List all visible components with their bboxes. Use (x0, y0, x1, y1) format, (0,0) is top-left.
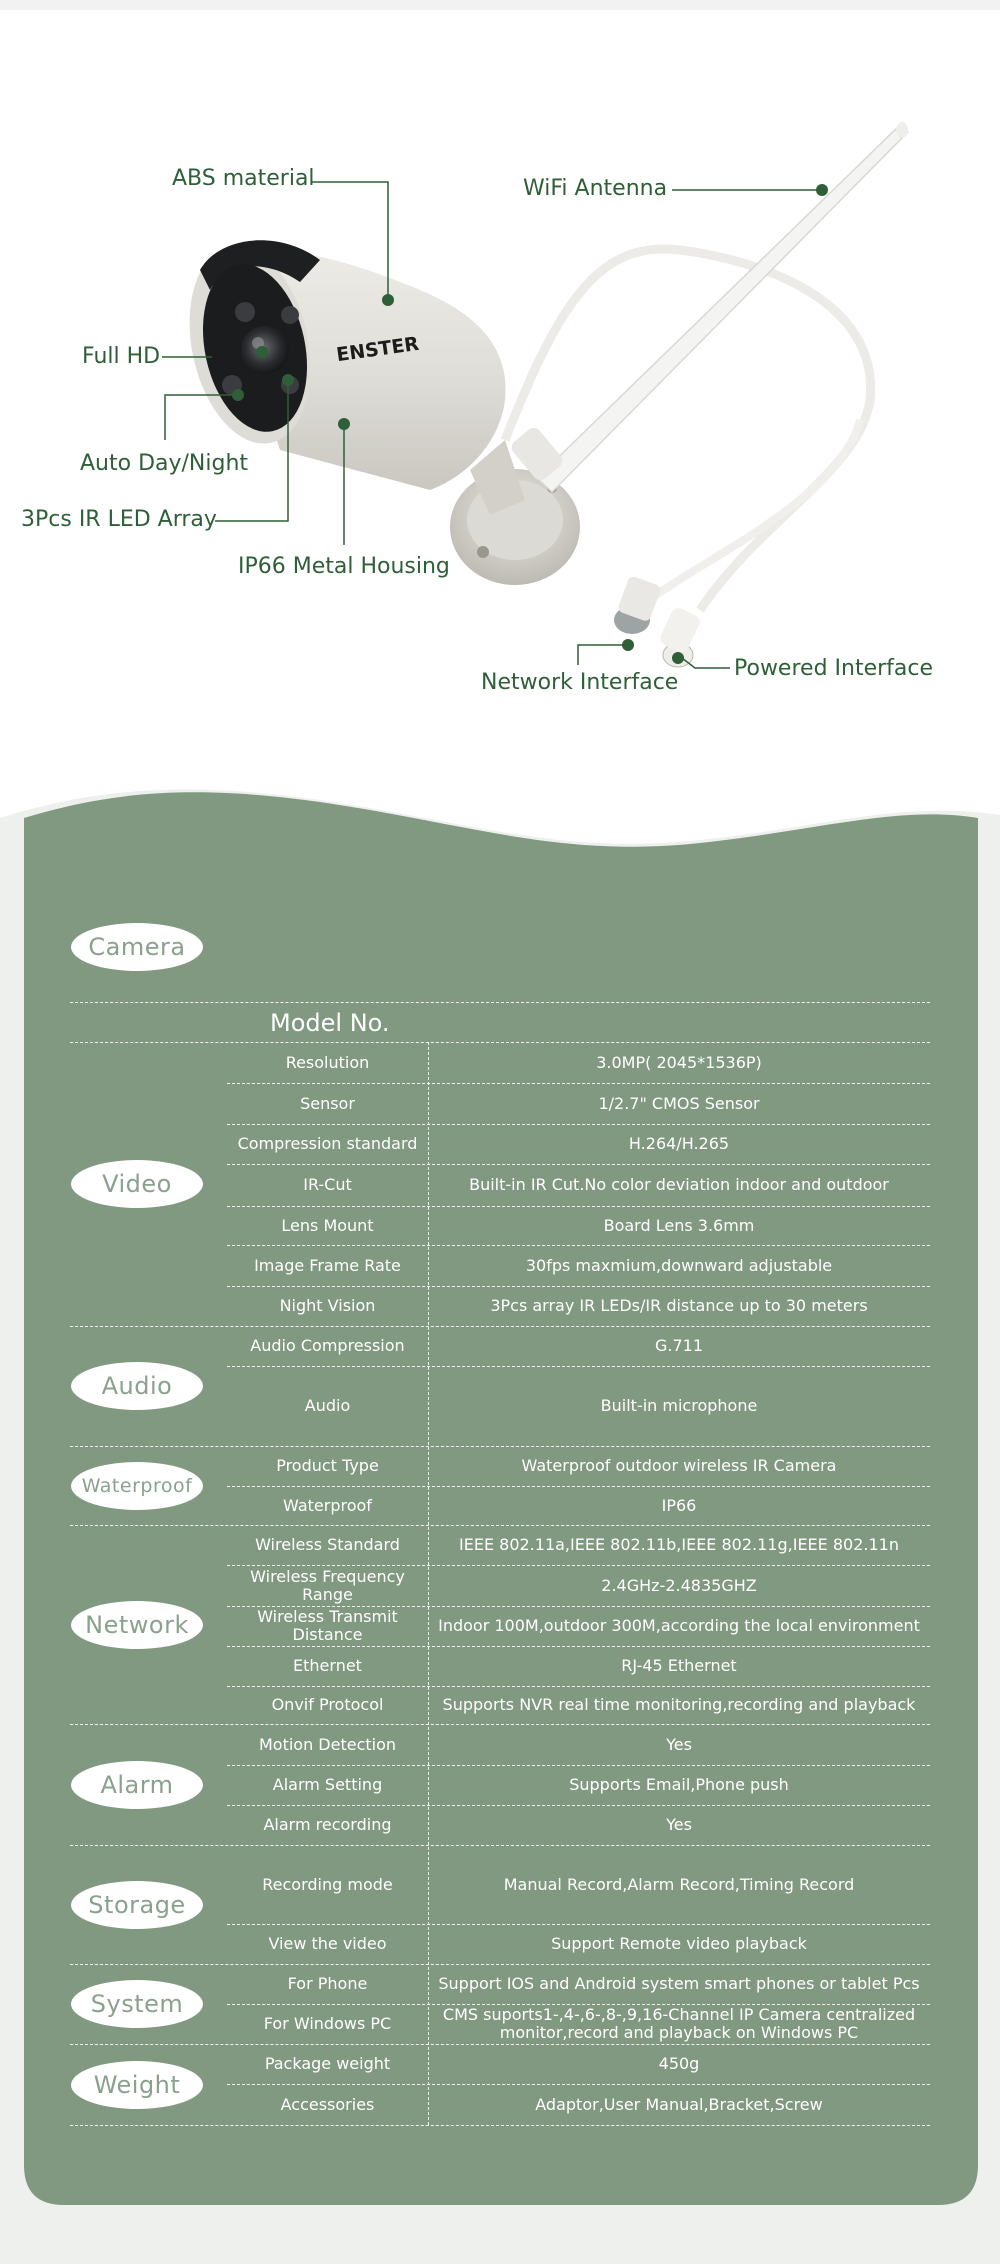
spec-row-name: Night Vision (279, 1296, 376, 1315)
spec-row-name: Onvif Protocol (271, 1695, 384, 1714)
spec-row-value: 450g (658, 2054, 700, 2073)
category-alarm: Alarm (71, 1761, 203, 1809)
spec-row-name: Recording mode (262, 1874, 393, 1894)
divider-line (70, 1326, 930, 1327)
divider-line (70, 1002, 930, 1003)
spec-row-name: Wireless Frequency Range (250, 1566, 405, 1604)
spec-row-value: 1/2.7" CMOS Sensor (598, 1093, 760, 1113)
spec-row-name: For Phone (287, 1974, 368, 1993)
category-weight: Weight (71, 2061, 203, 2109)
spec-row-value: Built-in IR Cut.No color deviation indoor and outdoor (469, 1175, 889, 1194)
spec-row-name: Waterproof (283, 1495, 372, 1515)
spec-row-name: Accessories (280, 2094, 375, 2114)
spec-row-name: Image Frame Rate (254, 1255, 401, 1275)
category-network: Network (71, 1601, 203, 1649)
category-audio: Audio (71, 1362, 203, 1410)
callout-full-hd: Full HD (82, 344, 161, 369)
spec-row-name: Sensor (300, 1093, 355, 1113)
spec-row-value: RJ-45 Ethernet (621, 1656, 737, 1675)
spec-row-name: Audio Compression (250, 1336, 405, 1355)
spec-row-value: Supports NVR real time monitoring,recording and playback (442, 1695, 916, 1714)
spec-row-name: Motion Detection (258, 1734, 397, 1754)
spec-row-name: Product Type (276, 1456, 379, 1475)
spec-row-value: 2.4GHz-2.4835GHZ (601, 1575, 757, 1595)
divider-line (70, 1446, 930, 1447)
spec-row-name: Ethernet (293, 1656, 362, 1675)
spec-row-value: Built-in microphone (600, 1396, 758, 1415)
spec-row-value: IEEE 802.11a,IEEE 802.11b,IEEE 802.11g,IEEE 802.11n (459, 1535, 899, 1554)
spec-row-name: For Windows PC (263, 2014, 392, 2033)
divider-line (70, 2044, 930, 2045)
model-number-label: Model No. (270, 1009, 390, 1037)
spec-row-value: Yes (666, 1815, 692, 1834)
spec-row-value: CMS suports1-,4-,6-,8-,9,16-Channel IP Camera centralized monitor,record and playback on Windows PC (442, 2005, 916, 2042)
spec-row-name: Compression standard (237, 1134, 418, 1153)
spec-row-value: Supports Email,Phone push (569, 1775, 789, 1794)
spec-row-value: G.711 (654, 1336, 704, 1355)
callout-ip66-housing: IP66 Metal Housing (238, 554, 450, 579)
spec-row-name: Lens Mount (281, 1215, 374, 1235)
callout-wifi-antenna: WiFi Antenna (523, 176, 668, 201)
spec-row-value: Adaptor,User Manual,Bracket,Screw (535, 2094, 823, 2114)
spec-row-value: 3Pcs array IR LEDs/IR distance up to 30 meters (490, 1296, 868, 1315)
category-waterproof: Waterproof (71, 1462, 203, 1510)
divider-line (70, 1724, 930, 1725)
spec-row-name: Wireless Standard (255, 1535, 400, 1554)
brand-logo: ENSTER (334, 332, 421, 367)
spec-row-value: Support IOS and Android system smart phones or tablet Pcs (438, 1974, 920, 1993)
spec-row-name: Package weight (264, 2054, 391, 2073)
divider-line (70, 1964, 930, 1965)
category-camera: Camera (71, 923, 203, 971)
callout-network-interface: Network Interface (481, 670, 679, 695)
spec-row-value: Waterproof outdoor wireless IR Camera (521, 1456, 837, 1475)
spec-row-value: 30fps maxmium,downward adjustable (525, 1255, 833, 1275)
spec-row-value: IP66 (661, 1495, 697, 1515)
divider-line (70, 2125, 930, 2126)
spec-row-name: Wireless Transmit Distance (257, 1607, 398, 1644)
spec-row-name: Alarm recording (263, 1815, 392, 1834)
divider-line (70, 1845, 930, 1846)
category-video: Video (71, 1160, 203, 1208)
spec-row-value: Support Remote video playback (551, 1934, 807, 1953)
category-storage: Storage (71, 1881, 203, 1929)
spec-row-name: Resolution (285, 1052, 370, 1072)
spec-row-name: View the video (268, 1934, 387, 1953)
spec-row-value: H.264/H.265 (628, 1134, 730, 1153)
spec-row-value: Yes (666, 1734, 692, 1754)
spec-row-value: Board Lens 3.6mm (603, 1215, 755, 1235)
spec-row-name: IR-Cut (303, 1175, 352, 1194)
spec-row-value: Indoor 100M,outdoor 300M,according the local environment (438, 1616, 920, 1635)
divider-line (70, 1525, 930, 1526)
spec-row-value: Manual Record,Alarm Record,Timing Record (503, 1874, 855, 1894)
callout-auto-day-night: Auto Day/Night (80, 451, 249, 476)
spec-row-name: Alarm Setting (272, 1775, 383, 1794)
spec-row-name: Audio (304, 1396, 351, 1415)
callout-powered-interface: Powered Interface (734, 656, 934, 681)
category-system: System (71, 1980, 203, 2028)
callout-abs-material: ABS material (172, 166, 315, 191)
callout-ir-led-array: 3Pcs IR LED Array (21, 507, 217, 532)
spec-row-value: 3.0MP( 2045*1536P) (596, 1052, 762, 1072)
column-divider (428, 1042, 429, 2125)
